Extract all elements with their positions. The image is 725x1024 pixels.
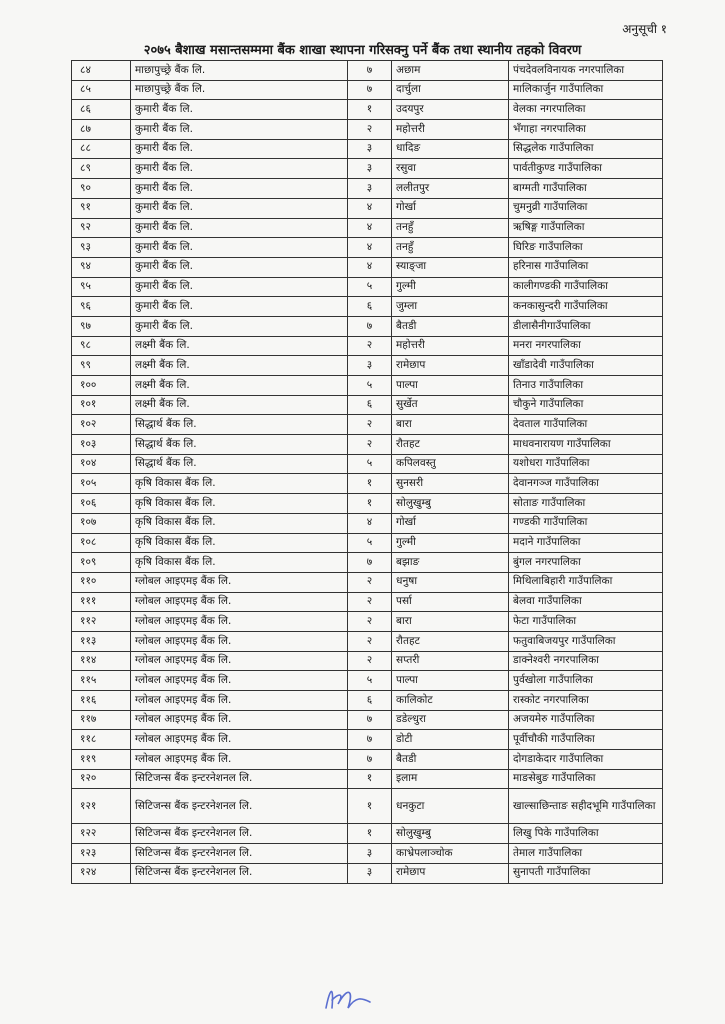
serial-number-cell: ११२ <box>72 612 131 632</box>
district-cell: बारा <box>392 415 509 435</box>
serial-number-cell: ११० <box>72 572 131 592</box>
local-level-cell: यशोधरा गाउँपालिका <box>509 454 663 474</box>
table-row <box>72 474 663 494</box>
table-row <box>72 238 663 258</box>
local-level-cell: कनकासुन्दरी गाउँपालिका <box>509 297 663 317</box>
serial-number-cell: ९३ <box>72 238 131 258</box>
province-cell: ३ <box>348 844 392 864</box>
district-cell: ललीतपुर <box>392 179 509 199</box>
serial-number-cell: १०४ <box>72 454 131 474</box>
province-cell: ७ <box>348 710 392 730</box>
local-level-cell: चुमनुव्री गाउँपालिका <box>509 198 663 218</box>
bank-name-cell: लक्ष्मी बैंक लि. <box>131 356 348 376</box>
table-row <box>72 395 663 415</box>
serial-number-cell: ११८ <box>72 730 131 750</box>
local-level-cell: भँगाहा नगरपालिका <box>509 120 663 140</box>
serial-number-cell: १२२ <box>72 824 131 844</box>
province-cell: ४ <box>348 513 392 533</box>
local-level-cell: माधवनारायण गाउँपालिका <box>509 435 663 455</box>
bank-name-cell: कृषि विकास बैंक लि. <box>131 553 348 573</box>
district-cell: डोटी <box>392 730 509 750</box>
district-cell: धनकुटा <box>392 789 509 824</box>
bank-name-cell: कुमारी बैंक लि. <box>131 316 348 336</box>
bank-name-cell: माछापुच्छ्रे बैंक लि. <box>131 61 348 81</box>
bank-name-cell: कृषि विकास बैंक लि. <box>131 494 348 514</box>
bank-name-cell: कुमारी बैंक लि. <box>131 139 348 159</box>
serial-number-cell: ८५ <box>72 80 131 100</box>
bank-name-cell: ग्लोबल आइएमइ बैंक लि. <box>131 612 348 632</box>
province-cell: ६ <box>348 395 392 415</box>
province-cell: १ <box>348 824 392 844</box>
local-level-cell: खाँडादेवी गाउँपालिका <box>509 356 663 376</box>
serial-number-cell: ९० <box>72 179 131 199</box>
province-cell: २ <box>348 435 392 455</box>
table-row <box>72 612 663 632</box>
province-cell: ७ <box>348 316 392 336</box>
table-row <box>72 61 663 81</box>
province-cell: ४ <box>348 257 392 277</box>
local-level-cell: मदाने गाउँपालिका <box>509 533 663 553</box>
province-cell: ३ <box>348 863 392 883</box>
district-cell: पाल्पा <box>392 671 509 691</box>
province-cell: २ <box>348 631 392 651</box>
district-cell: तनहुँ <box>392 238 509 258</box>
table-row <box>72 553 663 573</box>
province-cell: १ <box>348 100 392 120</box>
bank-name-cell: कुमारी बैंक लि. <box>131 218 348 238</box>
district-cell: तनहुँ <box>392 218 509 238</box>
district-cell: पाल्पा <box>392 376 509 396</box>
province-cell: ४ <box>348 218 392 238</box>
table-row <box>72 651 663 671</box>
bank-name-cell: ग्लोबल आइएमइ बैंक लि. <box>131 651 348 671</box>
local-level-cell: रास्कोट नगरपालिका <box>509 691 663 711</box>
bank-name-cell: कुमारी बैंक लि. <box>131 198 348 218</box>
table-row <box>72 277 663 297</box>
serial-number-cell: ११४ <box>72 651 131 671</box>
table-row <box>72 179 663 199</box>
local-level-cell: कालीगण्डकी गाउँपालिका <box>509 277 663 297</box>
district-cell: सोलुखुम्बु <box>392 824 509 844</box>
district-cell: धादिङ <box>392 139 509 159</box>
province-cell: ७ <box>348 553 392 573</box>
table-row <box>72 415 663 435</box>
table-row <box>72 533 663 553</box>
table-row <box>72 120 663 140</box>
bank-name-cell: लक्ष्मी बैंक लि. <box>131 395 348 415</box>
serial-number-cell: १०३ <box>72 435 131 455</box>
province-cell: १ <box>348 769 392 789</box>
local-level-cell: बाग्मती गाउँपालिका <box>509 179 663 199</box>
local-level-cell: माङसेबुङ गाउँपालिका <box>509 769 663 789</box>
table-row <box>72 159 663 179</box>
district-cell: सुर्खेत <box>392 395 509 415</box>
table-row <box>72 750 663 770</box>
local-level-cell: डीलासैनीगाउँपालिका <box>509 316 663 336</box>
province-cell: १ <box>348 494 392 514</box>
table-row <box>72 376 663 396</box>
province-cell: ४ <box>348 198 392 218</box>
table-row <box>72 710 663 730</box>
district-cell: रौतहट <box>392 631 509 651</box>
table-row <box>72 730 663 750</box>
district-cell: काभ्रेपलाञ्चोक <box>392 844 509 864</box>
table-row <box>72 671 663 691</box>
district-cell: इलाम <box>392 769 509 789</box>
local-level-cell: सोताङ गाउँपालिका <box>509 494 663 514</box>
local-level-cell: तिनाउ गाउँपालिका <box>509 376 663 396</box>
district-cell: रामेछाप <box>392 863 509 883</box>
serial-number-cell: ९६ <box>72 297 131 317</box>
bank-name-cell: कुमारी बैंक लि. <box>131 277 348 297</box>
province-cell: ६ <box>348 297 392 317</box>
province-cell: ६ <box>348 691 392 711</box>
bank-name-cell: लक्ष्मी बैंक लि. <box>131 376 348 396</box>
table-row <box>72 572 663 592</box>
table-row <box>72 844 663 864</box>
serial-number-cell: १०० <box>72 376 131 396</box>
province-cell: ७ <box>348 730 392 750</box>
table-row <box>72 863 663 883</box>
local-level-cell: चौकुने गाउँपालिका <box>509 395 663 415</box>
local-level-cell: वेलका नगरपालिका <box>509 100 663 120</box>
bank-name-cell: कुमारी बैंक लि. <box>131 179 348 199</box>
local-level-cell: फेटा गाउँपालिका <box>509 612 663 632</box>
table-row <box>72 435 663 455</box>
province-cell: २ <box>348 592 392 612</box>
province-cell: ५ <box>348 533 392 553</box>
local-level-cell: फतुवाबिजयपुर गाउँपालिका <box>509 631 663 651</box>
province-cell: ५ <box>348 671 392 691</box>
local-level-cell: ऋषिङ्ग गाउँपालिका <box>509 218 663 238</box>
table-row <box>72 454 663 474</box>
serial-number-cell: १०८ <box>72 533 131 553</box>
province-cell: २ <box>348 612 392 632</box>
serial-number-cell: ११६ <box>72 691 131 711</box>
table-row <box>72 257 663 277</box>
bank-name-cell: सिटिजन्स बैंक इन्टरनेशनल लि. <box>131 769 348 789</box>
serial-number-cell: १११ <box>72 592 131 612</box>
serial-number-cell: ९२ <box>72 218 131 238</box>
district-cell: धनुषा <box>392 572 509 592</box>
serial-number-cell: १२० <box>72 769 131 789</box>
serial-number-cell: ११५ <box>72 671 131 691</box>
district-cell: बैतडी <box>392 750 509 770</box>
serial-number-cell: १२१ <box>72 789 131 824</box>
province-cell: १ <box>348 789 392 824</box>
local-level-cell: डाक्नेश्वरी नगरपालिका <box>509 651 663 671</box>
district-cell: सप्तरी <box>392 651 509 671</box>
district-cell: कपिलवस्तु <box>392 454 509 474</box>
table-row <box>72 80 663 100</box>
table-row <box>72 631 663 651</box>
bank-name-cell: सिटिजन्स बैंक इन्टरनेशनल लि. <box>131 844 348 864</box>
local-level-cell: मिथिलाबिहारी गाउँपालिका <box>509 572 663 592</box>
province-cell: ५ <box>348 277 392 297</box>
local-level-cell: सिद्धलेक गाउँपालिका <box>509 139 663 159</box>
province-cell: ७ <box>348 750 392 770</box>
table-row <box>72 139 663 159</box>
bank-name-cell: सिद्धार्थ बैंक लि. <box>131 435 348 455</box>
district-cell: अछाम <box>392 61 509 81</box>
bank-name-cell: माछापुच्छ्रे बैंक लि. <box>131 80 348 100</box>
local-level-cell: पूर्वीचौकी गाउँपालिका <box>509 730 663 750</box>
bank-name-cell: कुमारी बैंक लि. <box>131 297 348 317</box>
district-cell: सोलुखुम्बु <box>392 494 509 514</box>
province-cell: ७ <box>348 61 392 81</box>
serial-number-cell: ९४ <box>72 257 131 277</box>
bank-name-cell: कृषि विकास बैंक लि. <box>131 533 348 553</box>
serial-number-cell: १०५ <box>72 474 131 494</box>
province-cell: २ <box>348 651 392 671</box>
province-cell: २ <box>348 572 392 592</box>
province-cell: ५ <box>348 454 392 474</box>
local-level-cell: लिखु पिके गाउँपालिका <box>509 824 663 844</box>
bank-name-cell: लक्ष्मी बैंक लि. <box>131 336 348 356</box>
district-cell: गोर्खा <box>392 198 509 218</box>
district-cell: सुनसरी <box>392 474 509 494</box>
serial-number-cell: १०९ <box>72 553 131 573</box>
table-row <box>72 297 663 317</box>
province-cell: ५ <box>348 376 392 396</box>
serial-number-cell: ८७ <box>72 120 131 140</box>
bank-name-cell: ग्लोबल आइएमइ बैंक लि. <box>131 631 348 651</box>
bank-name-cell: कुमारी बैंक लि. <box>131 100 348 120</box>
province-cell: २ <box>348 120 392 140</box>
province-cell: ७ <box>348 80 392 100</box>
serial-number-cell: १०२ <box>72 415 131 435</box>
table-row <box>72 824 663 844</box>
table-row <box>72 316 663 336</box>
district-cell: गुल्मी <box>392 277 509 297</box>
province-cell: ४ <box>348 238 392 258</box>
bank-name-cell: कुमारी बैंक लि. <box>131 257 348 277</box>
province-cell: २ <box>348 336 392 356</box>
table-row <box>72 789 663 824</box>
bank-name-cell: ग्लोबल आइएमइ बैंक लि. <box>131 592 348 612</box>
signature-mark <box>318 978 378 1018</box>
local-level-cell: तेमाल गाउँपालिका <box>509 844 663 864</box>
serial-number-cell: ८६ <box>72 100 131 120</box>
serial-number-cell: १२३ <box>72 844 131 864</box>
local-level-cell: खाल्साछिन्ताङ सहीदभूमि गाउँपालिका <box>509 789 663 824</box>
bank-name-cell: सिद्धार्थ बैंक लि. <box>131 454 348 474</box>
table-row <box>72 356 663 376</box>
bank-name-cell: सिटिजन्स बैंक इन्टरनेशनल लि. <box>131 824 348 844</box>
local-level-cell: घिरिङ गाउँपालिका <box>509 238 663 258</box>
local-level-cell: मनरा नगरपालिका <box>509 336 663 356</box>
bank-name-cell: कुमारी बैंक लि. <box>131 120 348 140</box>
serial-number-cell: ९८ <box>72 336 131 356</box>
bank-name-cell: ग्लोबल आइएमइ बैंक लि. <box>131 730 348 750</box>
bank-branch-table <box>71 60 663 884</box>
bank-name-cell: सिटिजन्स बैंक इन्टरनेशनल लि. <box>131 863 348 883</box>
district-cell: दार्चुला <box>392 80 509 100</box>
district-cell: रामेछाप <box>392 356 509 376</box>
table-body <box>72 61 663 884</box>
table-row <box>72 336 663 356</box>
province-cell: १ <box>348 474 392 494</box>
serial-number-cell: ९७ <box>72 316 131 336</box>
table-row <box>72 218 663 238</box>
district-cell: जुम्ला <box>392 297 509 317</box>
table-row <box>72 691 663 711</box>
local-level-cell: गण्डकी गाउँपालिका <box>509 513 663 533</box>
local-level-cell: देवानगञ्ज गाउँपालिका <box>509 474 663 494</box>
bank-name-cell: सिटिजन्स बैंक इन्टरनेशनल लि. <box>131 789 348 824</box>
annex-label: अनुसूची १ <box>622 22 667 36</box>
district-cell: बझाङ <box>392 553 509 573</box>
table-row <box>72 513 663 533</box>
serial-number-cell: १०६ <box>72 494 131 514</box>
local-level-cell: अजयमेरु गाउँपालिका <box>509 710 663 730</box>
bank-name-cell: ग्लोबल आइएमइ बैंक लि. <box>131 710 348 730</box>
district-cell: गोर्खा <box>392 513 509 533</box>
district-cell: पर्सा <box>392 592 509 612</box>
local-level-cell: पार्वतीकुण्ड गाउँपालिका <box>509 159 663 179</box>
serial-number-cell: १०१ <box>72 395 131 415</box>
local-level-cell: दोगडाकेदार गाउँपालिका <box>509 750 663 770</box>
serial-number-cell: ९९ <box>72 356 131 376</box>
local-level-cell: बुंगल नगरपालिका <box>509 553 663 573</box>
district-cell: कालिकोट <box>392 691 509 711</box>
table-row <box>72 592 663 612</box>
bank-name-cell: कुमारी बैंक लि. <box>131 159 348 179</box>
table-row <box>72 769 663 789</box>
table-row <box>72 198 663 218</box>
local-level-cell: बेलवा गाउँपालिका <box>509 592 663 612</box>
bank-name-cell: ग्लोबल आइएमइ बैंक लि. <box>131 691 348 711</box>
district-cell: गुल्मी <box>392 533 509 553</box>
district-cell: बैतडी <box>392 316 509 336</box>
serial-number-cell: १२४ <box>72 863 131 883</box>
district-cell: महोत्तरी <box>392 336 509 356</box>
province-cell: ३ <box>348 139 392 159</box>
district-cell: डडेल्धुरा <box>392 710 509 730</box>
serial-number-cell: ९१ <box>72 198 131 218</box>
bank-name-cell: ग्लोबल आइएमइ बैंक लि. <box>131 671 348 691</box>
local-level-cell: सुनापती गाउँपालिका <box>509 863 663 883</box>
district-cell: महोत्तरी <box>392 120 509 140</box>
bank-name-cell: कुमारी बैंक लि. <box>131 238 348 258</box>
table-row <box>72 100 663 120</box>
province-cell: ३ <box>348 159 392 179</box>
local-level-cell: देवताल गाउँपालिका <box>509 415 663 435</box>
district-cell: स्याङ्जा <box>392 257 509 277</box>
serial-number-cell: ११९ <box>72 750 131 770</box>
province-cell: ३ <box>348 356 392 376</box>
bank-name-cell: सिद्धार्थ बैंक लि. <box>131 415 348 435</box>
bank-name-cell: ग्लोबल आइएमइ बैंक लि. <box>131 750 348 770</box>
local-level-cell: पुर्वखोला गाउँपालिका <box>509 671 663 691</box>
province-cell: ३ <box>348 179 392 199</box>
district-cell: रौतहट <box>392 435 509 455</box>
table-row <box>72 494 663 514</box>
page-title: २०७५ बैशाख मसान्तसम्ममा बैंक शाखा स्थापना गरिसक्नु पर्ने बैंक तथा स्थानीय तहको विवरण <box>143 43 582 58</box>
serial-number-cell: ११३ <box>72 631 131 651</box>
province-cell: २ <box>348 415 392 435</box>
district-cell: रसुवा <box>392 159 509 179</box>
serial-number-cell: ११७ <box>72 710 131 730</box>
bank-name-cell: कृषि विकास बैंक लि. <box>131 474 348 494</box>
bank-name-cell: कृषि विकास बैंक लि. <box>131 513 348 533</box>
local-level-cell: मालिकार्जुन गाउँपालिका <box>509 80 663 100</box>
district-cell: उदयपुर <box>392 100 509 120</box>
serial-number-cell: ८४ <box>72 61 131 81</box>
serial-number-cell: ८८ <box>72 139 131 159</box>
district-cell: बारा <box>392 612 509 632</box>
serial-number-cell: ९५ <box>72 277 131 297</box>
local-level-cell: पंचदेवलविनायक नगरपालिका <box>509 61 663 81</box>
serial-number-cell: ८९ <box>72 159 131 179</box>
local-level-cell: हरिनास गाउँपालिका <box>509 257 663 277</box>
serial-number-cell: १०७ <box>72 513 131 533</box>
bank-name-cell: ग्लोबल आइएमइ बैंक लि. <box>131 572 348 592</box>
